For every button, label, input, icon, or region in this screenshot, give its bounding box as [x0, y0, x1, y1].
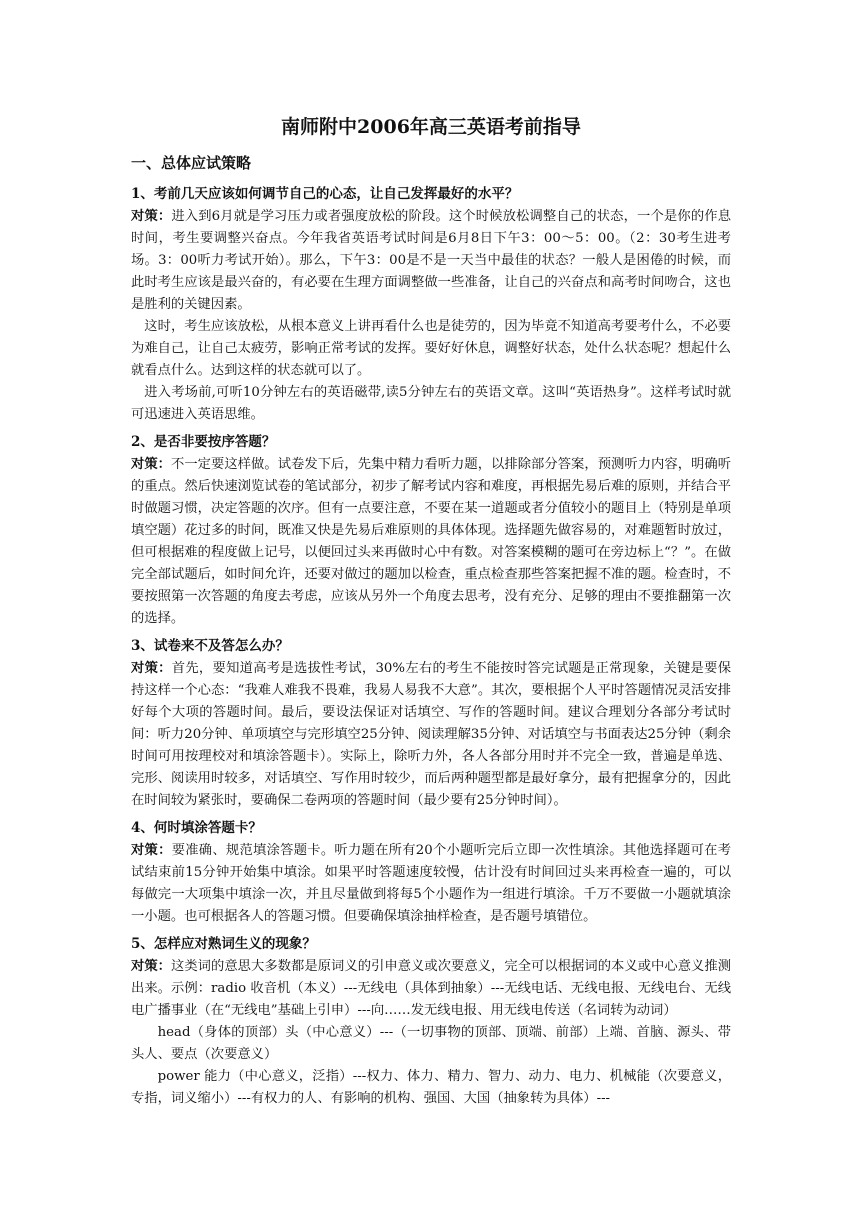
- answer-label: 对策：: [131, 843, 172, 858]
- question-1-heading: 1、考前几天应该如何调节自己的心态，让自己发挥最好的水平？: [131, 186, 519, 202]
- question-2-heading: 2、是否非要按序答题？: [131, 434, 276, 450]
- question-5-answer: 对策：这类词的意思大多数都是原词义的引申意义或次要意义，完全可以根据词的本义或中心意义推测出来。示例：radio 收音机（本义）---无线电（具体到抽象）---无线电话、无线电报、无线电台、无线电广播事业（在“无线电”基础上引申）---向……发无线电报、用无线电传送（名词转为动词）: [131, 959, 732, 1018]
- question-1-answer: 对策：进入到6月就是学习压力或者强度放松的阶段。这个时候放松调整自己的状态，一个是你的作息时间，考生要调整兴奋点。今年我省英语考试时间是6月8日下午3：00～5：00。（2：30考生进考场。3：00听力考试开始）。那么，下午3：00是不是一天当中最佳的状态？一般人是困倦的时候，而此时考生应该是最兴奋的，有必要在生理方面调整做一些准备，让自己的兴奋点和高考时间吻合，这也是胜利的关键因素。: [131, 209, 732, 312]
- document-content: [131, 112, 731, 1110]
- question-3-heading: 3、试卷来不及答怎么办？: [131, 638, 289, 654]
- question-1-paragraph-2: 这时，考生应该放松，从根本意义上讲再看什么也是徒劳的，因为毕竟不知道高考要考什么，不必要为难自己，让自己太疲劳，影响正常考试的发挥。要好好休息，调整好状态，处什么状态呢？想起什么就看点什么。达到这样的状态就可以了。: [131, 319, 731, 378]
- question-5-example-power: power 能力（中心意义，泛指）---权力、体力、精力、智力、动力、电力、机械能（次要意义，专指，词义缩小）---有权力的人、有影响的机构、强国、大国（抽象转为具体）---: [131, 1069, 731, 1106]
- question-4-answer: 对策：要准确、规范填涂答题卡。听力题在所有20个小题听完后立即一次性填涂。其他选择题可在考试结束前15分钟开始集中填涂。如果平时答题速度较慢，估计没有时间回过头来再检查一遍的，可以每做完一大项集中填涂一次，并且尽量做到将每5个小题作为一组进行填涂。千万不要做一小题就填涂一小题。也可根据各人的答题习惯。但要确保填涂抽样检查，是否题号填错位。: [131, 843, 732, 924]
- document-title: 南师附中2006年高三英语考前指导: [281, 116, 581, 138]
- question-3-answer: 对策：首先，要知道高考是选拔性考试，30%左右的考生不能按时答完试题是正常现象，关键是要保持这样一个心态：“我难人难我不畏难，我易人易我不大意”。其次，要根据个人平时答题情况灵活安排好每个大项的答题时间。最后，要设法保证对话填空、写作的答题时间。建议合理划分各部分考试时间：听力20分钟、单项填空与完形填空25分钟、阅读理解35分钟、对话填空与书面表达25分钟（剩余时间可用按理校对和填涂答题卡）。实际上，除听力外，各人各部分用时并不完全一致，普遍是单选、完形、阅读用时较多，对话填空、写作用时较少，而后两种题型都是最好拿分，最有把握拿分的，因此在时间较为紧张时，要确保二卷两项的答题时间（最少要有25分钟时间）。: [131, 661, 731, 808]
- answer-label: 对策：: [131, 959, 172, 974]
- answer-label: 对策：: [131, 661, 172, 676]
- question-5-heading: 5、怎样应对熟词生义的现象？: [131, 936, 316, 952]
- question-2-answer: 对策：不一定要这样做。试卷发下后，先集中精力看听力题，以排除部分答案，预测听力内容，明确听的重点。然后快速浏览试卷的笔试部分，初步了解考试内容和难度，再根据先易后难的原则，并结合平时做题习惯，决定答题的次序。但有一点要注意，不要在某一道题或者分值较小的题目上（特别是单项填空题）花过多的时间，既准又快是先易后难原则的具体体现。选择题先做容易的，对难题暂时放过，但可根据难的程度做上记号，以便回过头来再做时心中有数。对答案模糊的题可在旁边标上“？”。在做完全部试题后，如时间允许，还要对做过的题加以检查，重点检查那些答案把握不准的题。检查时，不要按照第一次答题的角度去考虑，应该从另外一个角度去思考，没有充分、足够的理由不要推翻第一次的选择。: [131, 457, 732, 626]
- question-1-paragraph-3: 进入考场前,可听10分钟左右的英语磁带,读5分钟左右的英语文章。这叫“英语热身”。这样考试时就可迅速进入英语思维。: [131, 385, 731, 422]
- section-heading: 一、总体应试策略: [131, 154, 252, 172]
- question-4-heading: 4、何时填涂答题卡？: [131, 820, 262, 836]
- question-5-example-head: head（身体的顶部）头（中心意义）---（一切事物的顶部、顶端、前部）上端、首脑、源头、带头人、要点（次要意义）: [131, 1025, 731, 1062]
- answer-label: 对策：: [131, 209, 172, 224]
- answer-label: 对策：: [131, 457, 172, 472]
